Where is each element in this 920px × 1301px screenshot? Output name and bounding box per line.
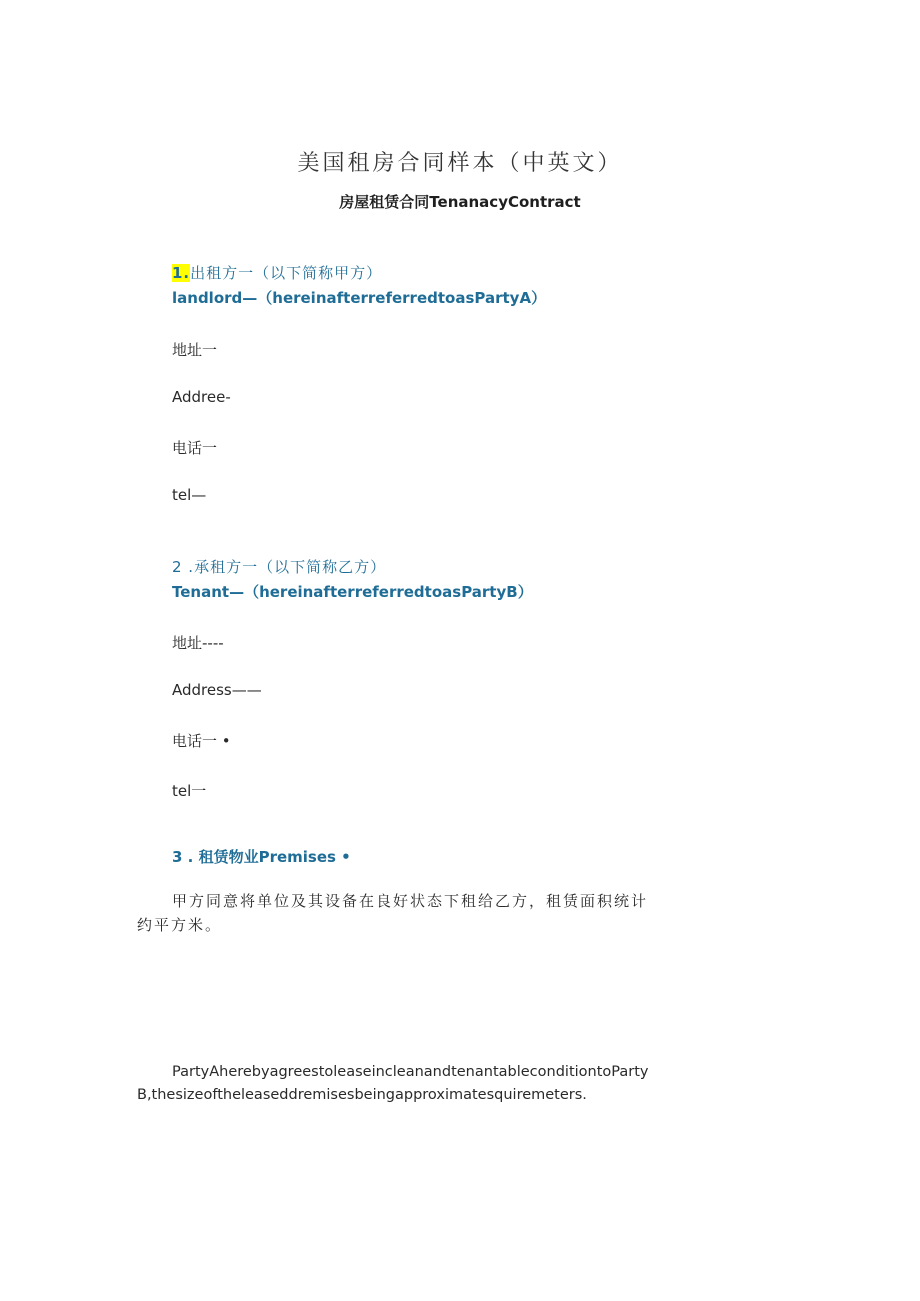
premises-paragraph-en-line2: B,thesizeoftheleaseddremisesbeingapproximatesquiremeters. [137, 1087, 587, 1103]
premises-paragraph-cn-line2: 约平方米。 [137, 916, 223, 934]
document-subtitle: 房屋租赁合同TenanacyContract [339, 193, 581, 211]
section1-heading-cn [172, 262, 382, 283]
section1-heading-cn-text: 出租方一（以下简称甲方） [190, 264, 383, 282]
tenant-address-en: Address—— [172, 681, 262, 699]
document-title: 美国租房合同样本（中英文） [297, 151, 623, 176]
landlord-phone-en: tel— [172, 486, 207, 504]
section1-heading-en: landlord—（hereinafterreferredtoasPartyA） [172, 289, 547, 307]
section1-number: 1. [172, 264, 191, 282]
section3-heading: 3 . 租赁物业Premises • [172, 848, 351, 866]
tenant-address-cn: 地址---- [172, 634, 224, 652]
landlord-address-en: Addree- [172, 388, 231, 406]
landlord-phone-cn: 电话一 [172, 439, 218, 457]
tenant-phone-en: tel一 [172, 782, 207, 800]
premises-paragraph-cn-line1: 甲方同意将单位及其设备在良好状态下租给乙方，租赁面积统计 [172, 892, 649, 910]
premises-paragraph-en-line1: PartyAherebyagreestoleaseincleanandtenantableconditiontoParty [172, 1064, 649, 1080]
tenant-phone-cn: 电话一 • [172, 732, 231, 750]
section2-heading-en: Tenant—（hereinafterreferredtoasPartyB） [172, 583, 533, 601]
section2-heading-cn: 2 .承租方一（以下简称乙方） [172, 558, 387, 576]
landlord-address-cn: 地址一 [172, 341, 218, 359]
